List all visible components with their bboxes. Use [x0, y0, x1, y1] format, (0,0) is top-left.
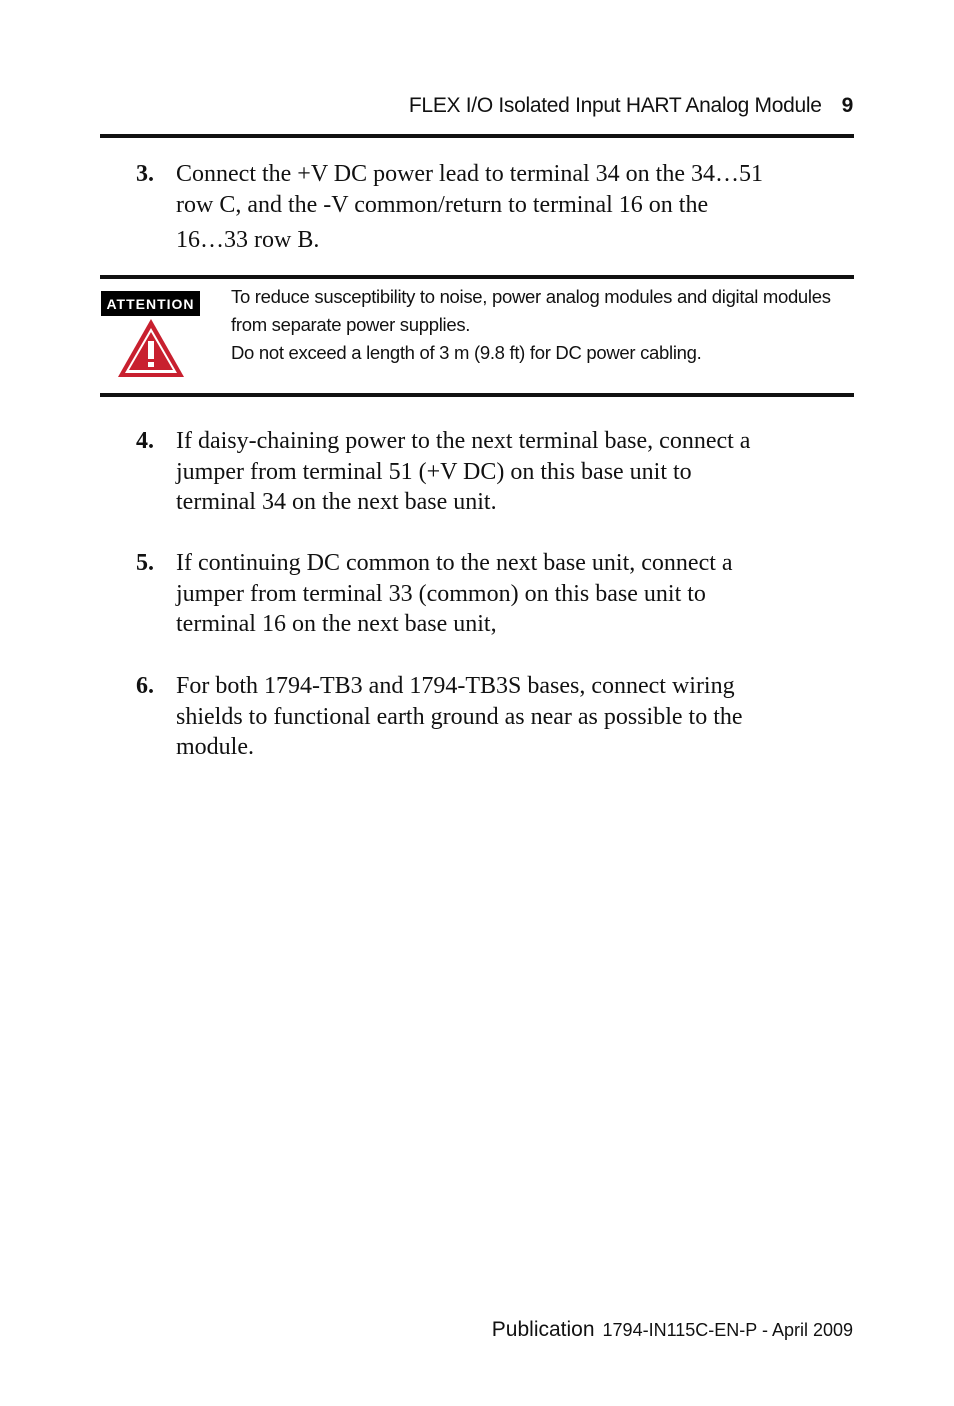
attention-text	[231, 283, 861, 367]
step-number: 4.	[136, 428, 154, 454]
step-6	[136, 671, 836, 763]
step-line: terminal 16 on the next base unit,	[176, 611, 497, 637]
attention-line: To reduce susceptibility to noise, power analog modules and digital modules	[231, 286, 831, 307]
step-4	[136, 426, 836, 518]
header-title: FLEX I/O Isolated Input HART Analog Module	[408, 94, 822, 117]
step-line: row C, and the -V common/return to terminal 16 on the	[176, 191, 709, 218]
step-line: terminal 34 on the next base unit.	[176, 489, 497, 515]
step-line: jumper from terminal 33 (common) on this base unit to	[176, 580, 706, 607]
attention-top-rule	[100, 275, 854, 279]
header-rule	[100, 134, 854, 138]
step-line: module.	[176, 734, 254, 760]
step-line: If continuing DC common to the next base unit, connect a	[176, 550, 733, 576]
step-line: For both 1794-TB3 and 1794-TB3S bases, connect wiring	[176, 673, 735, 699]
publication-label: Publication	[491, 1318, 595, 1341]
attention-bottom-rule	[100, 393, 854, 397]
page-header	[409, 94, 853, 118]
step-number: 3.	[136, 161, 154, 187]
step-line: If daisy-chaining power to the next terminal base, connect a	[176, 428, 751, 454]
step-line: shields to functional earth ground as near as possible to the	[176, 703, 743, 730]
step-3	[136, 159, 836, 256]
attention-line: from separate power supplies.	[231, 314, 471, 335]
attention-line: Do not exceed a length of 3 m (9.8 ft) for DC power cabling.	[231, 342, 702, 363]
attention-label: ATTENTION	[101, 291, 200, 316]
step-number: 5.	[136, 550, 154, 576]
page-number: 9	[841, 94, 853, 117]
step-line: jumper from terminal 51 (+V DC) on this base unit to	[176, 458, 692, 485]
step-number: 6.	[136, 673, 154, 699]
step-5	[136, 548, 836, 640]
warning-triangle-icon	[115, 316, 187, 380]
page-footer	[492, 1318, 853, 1342]
step-line: 16…33 row B.	[176, 227, 320, 253]
step-line: Connect the +V DC power lead to terminal 34 on the 34…51	[176, 161, 763, 187]
publication-number: 1794-IN115C-EN-P - April 2009	[602, 1320, 853, 1340]
